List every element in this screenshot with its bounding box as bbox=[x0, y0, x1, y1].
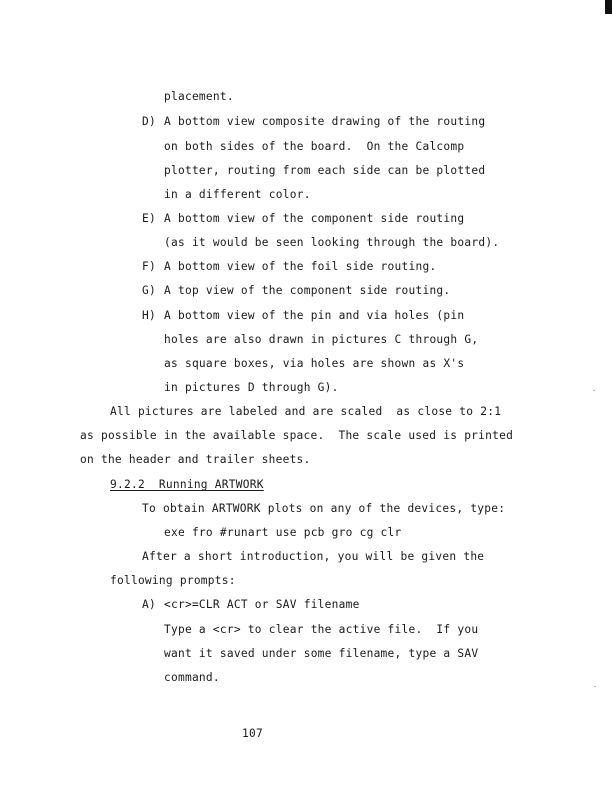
text-line: To obtain ARTWORK plots on any of the devices, type: bbox=[142, 502, 506, 515]
text-line: want it saved under some filename, type a SAV bbox=[164, 647, 479, 660]
command-line: exe fro #runart use pcb gro cg clr bbox=[164, 526, 402, 539]
text-line: A bottom view of the pin and via holes (pin bbox=[164, 309, 465, 322]
prompt-line: <cr>=CLR ACT or SAV filename bbox=[164, 598, 360, 611]
list-marker-f: F) bbox=[142, 260, 156, 273]
text-line: following prompts: bbox=[110, 574, 236, 587]
text-line: A bottom view composite drawing of the routing bbox=[164, 115, 486, 128]
text-line: command. bbox=[164, 671, 220, 684]
section-heading: 9.2.2 Running ARTWORK bbox=[110, 478, 264, 491]
scan-speck bbox=[594, 686, 596, 687]
text-line: After a short introduction, you will be given the bbox=[142, 550, 485, 563]
scan-corner-mark bbox=[605, 0, 612, 14]
text-line: in a different color. bbox=[164, 188, 311, 201]
text-line: as square boxes, via holes are shown as X's bbox=[164, 357, 465, 370]
text-line: A top view of the component side routing. bbox=[164, 284, 451, 297]
page-number: 107 bbox=[242, 727, 263, 740]
text-line: holes are also drawn in pictures C through G, bbox=[164, 333, 479, 346]
text-line: in pictures D through G). bbox=[164, 381, 339, 394]
list-marker-e: E) bbox=[142, 212, 156, 225]
paragraph-line: All pictures are labeled and are scaled as close to 2:1 bbox=[110, 405, 502, 418]
scan-speck bbox=[593, 390, 595, 391]
paragraph-line: on the header and trailer sheets. bbox=[80, 453, 311, 466]
list-marker-a: A) bbox=[142, 598, 156, 611]
list-marker-g: G) bbox=[142, 284, 156, 297]
text-line: A bottom view of the component side routing bbox=[164, 212, 465, 225]
text-line: on both sides of the board. On the Calcomp bbox=[164, 140, 465, 153]
list-marker-d: D) bbox=[142, 115, 156, 128]
paragraph-line: as possible in the available space. The scale used is printed bbox=[80, 429, 514, 442]
text-line: plotter, routing from each side can be plotted bbox=[164, 164, 486, 177]
text-line: Type a <cr> to clear the active file. If you bbox=[164, 623, 479, 636]
text-line: A bottom view of the foil side routing. bbox=[164, 260, 437, 273]
list-marker-h: H) bbox=[142, 309, 156, 322]
text-line: placement. bbox=[164, 90, 234, 103]
text-line: (as it would be seen looking through the board). bbox=[164, 236, 500, 249]
